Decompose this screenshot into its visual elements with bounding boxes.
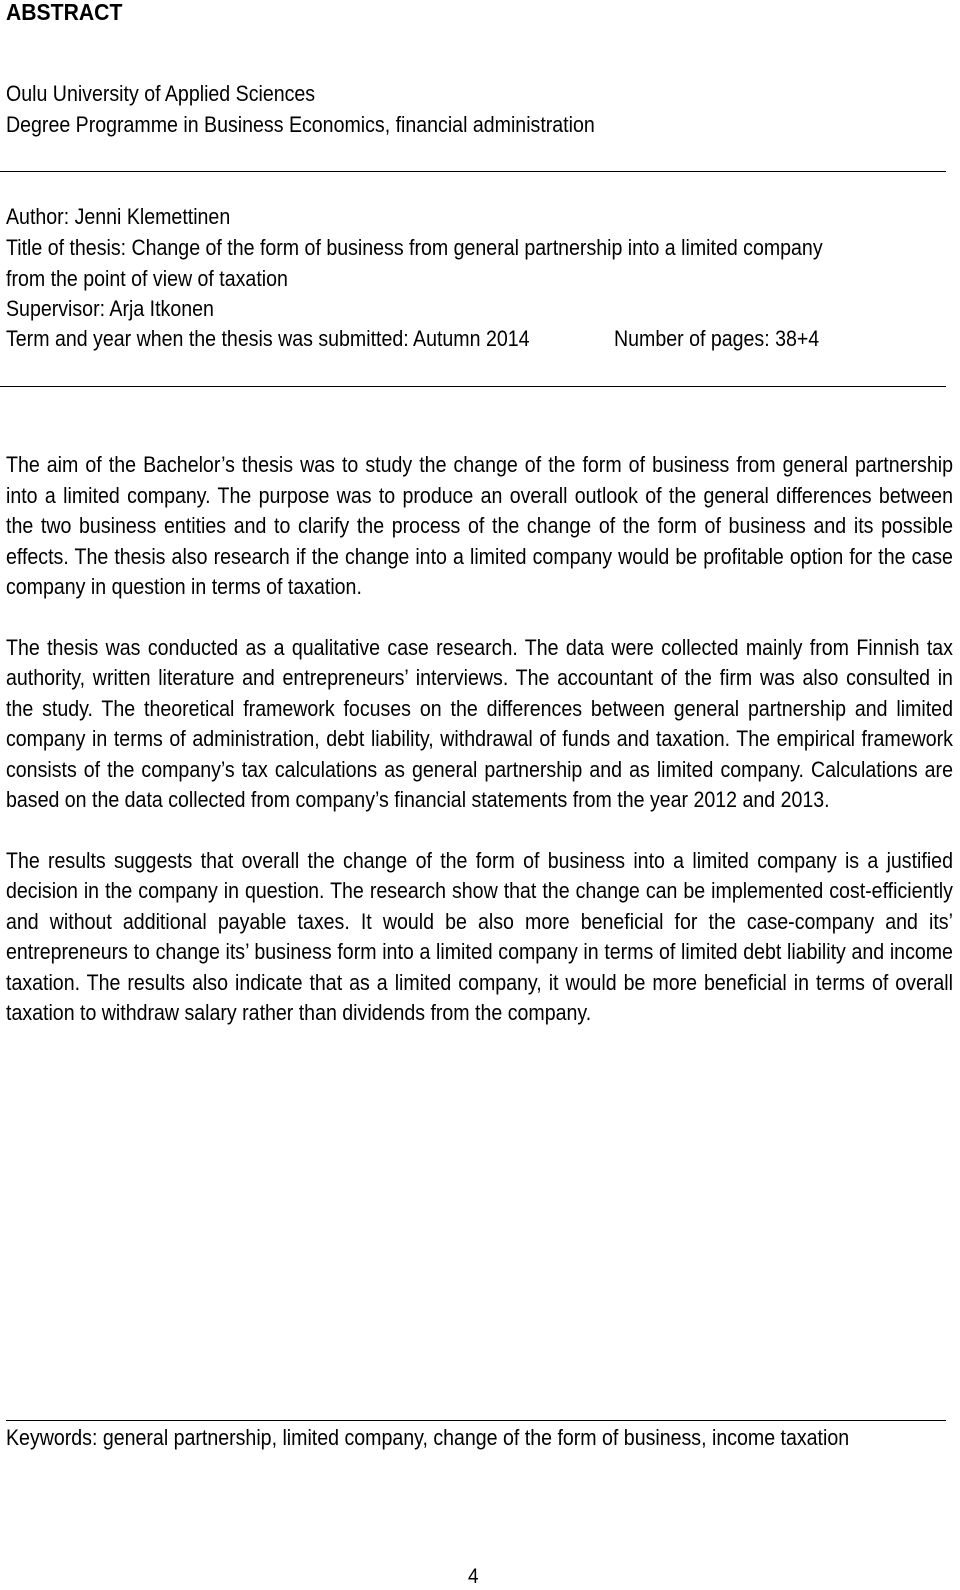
meta-divider: [0, 386, 946, 387]
abstract-body: [6, 450, 953, 1059]
keywords-divider: [6, 1420, 946, 1421]
author-line: Author: Jenni Klemettinen: [6, 204, 231, 229]
degree-programme: Degree Programme in Business Economics, financial administration: [6, 112, 595, 137]
abstract-paragraph-aim: The aim of the Bachelor’s thesis was to study the change of the form of business from general partnership into a limited company. The purpose was to produce an overall outlook of the general differences between the two business entities and to clarify the process of the change of the form of business and its possible effects. The thesis also research if the change into a limited company would be profitable option for the case company in question in terms of taxation.: [6, 452, 953, 599]
supervisor-line: Supervisor: Arja Itkonen: [6, 296, 214, 321]
page-number: 4: [468, 1565, 479, 1588]
page-count: Number of pages: 38+4: [614, 326, 820, 351]
university-name: Oulu University of Applied Sciences: [6, 81, 316, 106]
abstract-heading: ABSTRACT: [6, 0, 123, 25]
keywords-line: Keywords: general partnership, limited company, change of the form of business, income taxation: [6, 1425, 850, 1450]
abstract-paragraph-results: The results suggests that overall the change of the form of business into a limited company is a justified decision in the company in question. The research show that the change can be implemented cost-efficiently and without additional payable taxes. It would be also more beneficial for the case-company and its’ entrepreneurs to change its’ business form into a limited company in terms of limited debt liability and income taxation. The results also indicate that as a limited company, it would be more beneficial in terms of overall taxation to withdraw salary rather than dividends from the company.: [6, 847, 953, 1025]
thesis-title-line-2: from the point of view of taxation: [6, 266, 288, 291]
thesis-title-line-1: Title of thesis: Change of the form of business from general partnership into a limited company: [6, 235, 823, 260]
submission-term: Term and year when the thesis was submitted: Autumn 2014: [6, 326, 530, 351]
abstract-paragraph-method: The thesis was conducted as a qualitative case research. The data were collected mainly from Finnish tax authority, written literature and entrepreneurs’ interviews. The accountant of the firm was also consulted in the study. The theoretical framework focuses on the differences between general partnership and limited company in terms of administration, debt liability, withdrawal of funds and taxation. The empirical framework consists of the company’s tax calculations as general partnership and as limited company. Calculations are based on the data collected from company’s financial statements from the year 2012 and 2013.: [6, 634, 953, 812]
top-divider: [0, 171, 946, 172]
